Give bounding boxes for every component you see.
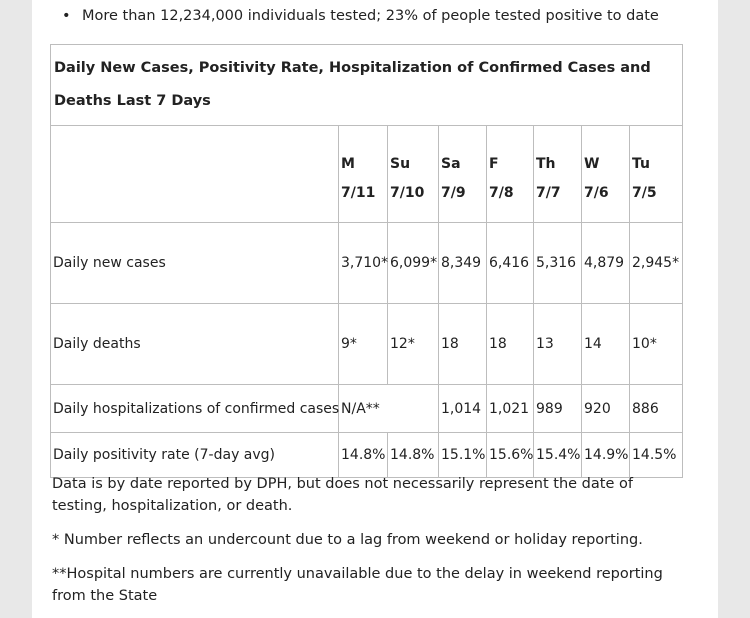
table-row xyxy=(51,385,683,433)
table-header-row xyxy=(51,126,683,223)
header-empty xyxy=(51,126,339,223)
table-cell: 14 xyxy=(582,304,630,385)
table-cell: 14.8% xyxy=(388,433,439,478)
note-hospital: **Hospital numbers are currently unavailable due to the delay in weekend reporting from the State xyxy=(52,566,663,604)
table-cell: 15.4% xyxy=(534,433,582,478)
column-header: M 7/11 xyxy=(339,126,388,223)
row-label: Daily hospitalizations of confirmed cases xyxy=(51,385,339,433)
bullet-item xyxy=(62,8,659,24)
table-cell: 14.8% xyxy=(339,433,388,478)
table-title: Daily New Cases, Positivity Rate, Hospitalization of Confirmed Cases and Deaths Last 7 Days xyxy=(51,45,683,126)
table-cell: 12* xyxy=(388,304,439,385)
table-cell: 13 xyxy=(534,304,582,385)
table-cell: 18 xyxy=(439,304,487,385)
table-cell: 10* xyxy=(630,304,683,385)
table-cell: 6,416 xyxy=(487,223,534,304)
row-label: Daily deaths xyxy=(51,304,339,385)
table-row xyxy=(51,223,683,304)
table-row xyxy=(51,304,683,385)
column-header: Th 7/7 xyxy=(534,126,582,223)
column-header: W 7/6 xyxy=(582,126,630,223)
table-cell: 6,099* xyxy=(388,223,439,304)
table-cell: 9* xyxy=(339,304,388,385)
table-cell-na: N/A** xyxy=(339,385,439,433)
table-cell: 2,945* xyxy=(630,223,683,304)
column-header: F 7/8 xyxy=(487,126,534,223)
table-cell: 15.6% xyxy=(487,433,534,478)
table-cell: 8,349 xyxy=(439,223,487,304)
table-cell: 4,879 xyxy=(582,223,630,304)
cases-table xyxy=(50,44,683,478)
table-row xyxy=(51,433,683,478)
column-header: Su 7/10 xyxy=(388,126,439,223)
bullet-icon: • xyxy=(62,8,71,24)
table-cell: 15.1% xyxy=(439,433,487,478)
table-cell: 886 xyxy=(630,385,683,433)
table-cell: 3,710* xyxy=(339,223,388,304)
table-cell: 14.9% xyxy=(582,433,630,478)
table-cell: 920 xyxy=(582,385,630,433)
table-cell: 1,021 xyxy=(487,385,534,433)
row-label: Daily positivity rate (7-day avg) xyxy=(51,433,339,478)
table-cell: 989 xyxy=(534,385,582,433)
bullet-text: More than 12,234,000 individuals tested; 23% of people tested positive to date xyxy=(82,8,659,24)
table-cell: 5,316 xyxy=(534,223,582,304)
table-cell: 18 xyxy=(487,304,534,385)
table-cell: 1,014 xyxy=(439,385,487,433)
note-data-source: Data is by date reported by DPH, but does not necessarily represent the date of testing, hospitalization, or death. xyxy=(52,476,633,514)
column-header: Tu 7/5 xyxy=(630,126,683,223)
note-undercount: * Number reflects an undercount due to a lag from weekend or holiday reporting. xyxy=(52,532,643,548)
column-header: Sa 7/9 xyxy=(439,126,487,223)
row-label: Daily new cases xyxy=(51,223,339,304)
table-cell: 14.5% xyxy=(630,433,683,478)
